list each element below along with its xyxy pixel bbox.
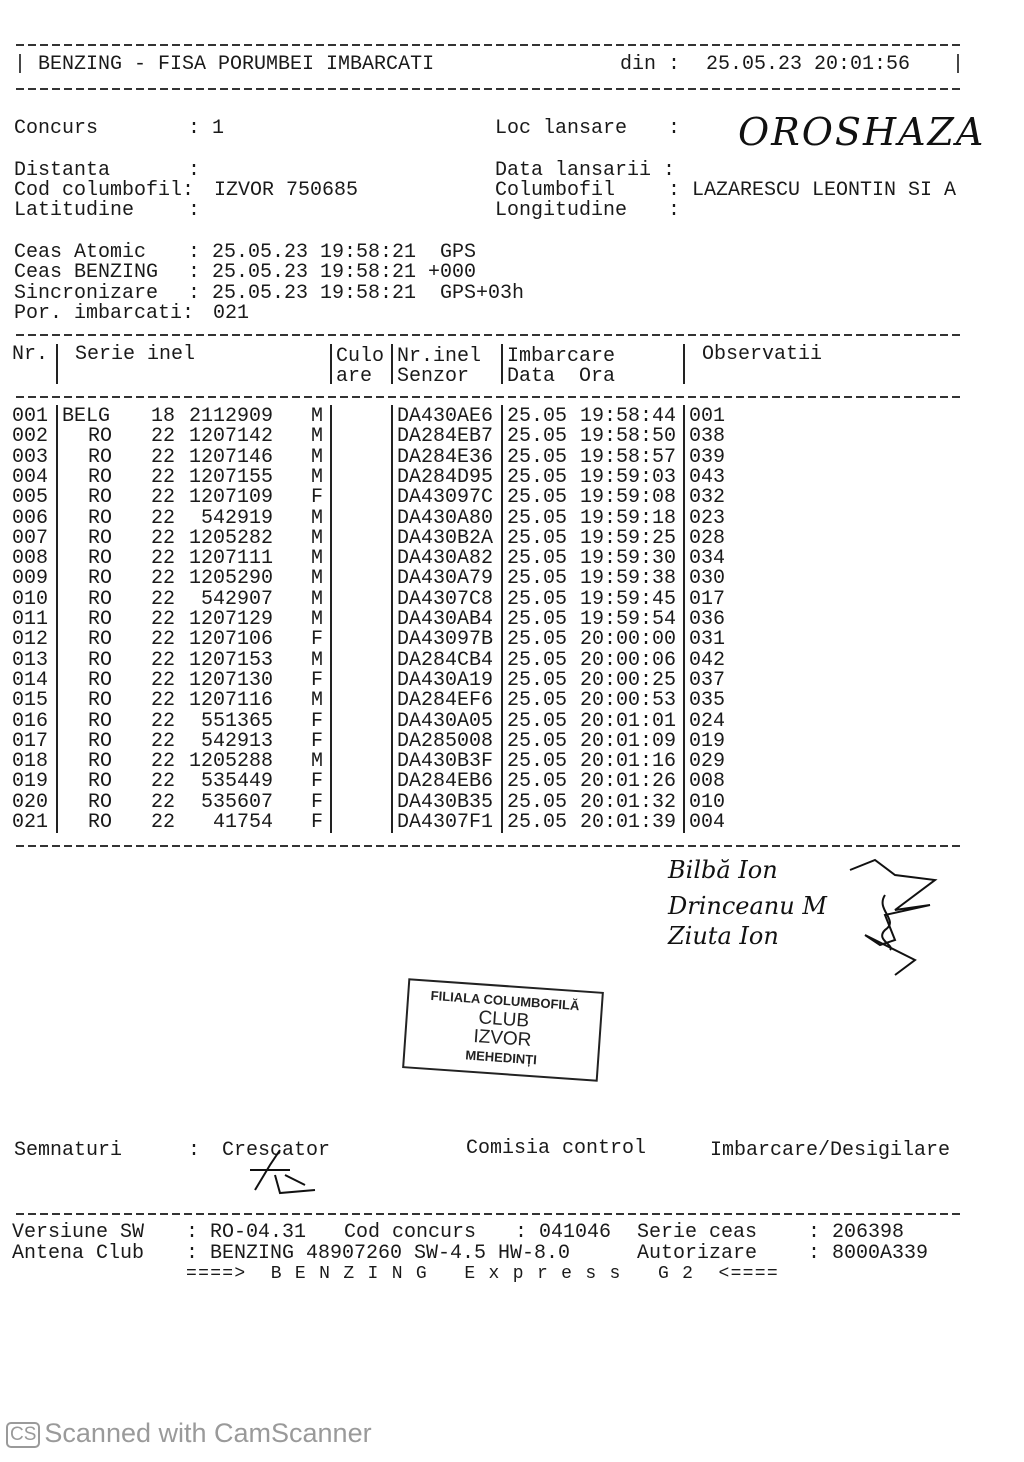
crescator-signature-scribble <box>245 1145 320 1200</box>
col-header-nr: Nr. <box>12 343 49 366</box>
row-sex: F <box>311 790 324 814</box>
row-ring-number: 1207109 <box>188 486 273 510</box>
divider <box>16 334 962 336</box>
loc-lansare-handwritten: OROSHAZA <box>738 110 986 154</box>
col-header-senzor: Senzor <box>397 365 470 388</box>
header-bar: | <box>952 53 965 76</box>
row-observatii: 032 <box>689 486 726 510</box>
row-country: RO <box>88 770 113 794</box>
row-number: 014 <box>12 668 49 692</box>
row-country: BELG <box>62 405 111 428</box>
row-ring-number: 2112909 <box>188 405 273 428</box>
row-sensor: DA284EB7 <box>397 425 494 449</box>
row-time: 19:59:30 <box>580 547 677 571</box>
row-ring-number: 1207129 <box>188 608 273 631</box>
signatures-label: Semnaturi <box>14 1139 123 1162</box>
column-separator <box>56 405 58 833</box>
row-sex: M <box>311 608 324 631</box>
row-number: 012 <box>12 628 49 652</box>
header-separator <box>501 344 503 384</box>
row-time: 20:00:25 <box>580 668 677 692</box>
latitudine-value: : <box>188 199 201 222</box>
row-country: RO <box>88 425 113 449</box>
row-date: 25.05 <box>507 608 568 631</box>
antena-label: Antena Club <box>12 1242 145 1265</box>
row-country: RO <box>88 668 113 692</box>
row-number: 003 <box>12 445 49 469</box>
row-country: RO <box>88 689 113 713</box>
row-ring-number: 1207155 <box>188 465 273 489</box>
row-year: 22 <box>151 608 176 631</box>
watermark-text: Scanned with CamScanner <box>44 1418 372 1448</box>
row-date: 25.05 <box>507 709 568 733</box>
header-separator <box>391 344 393 384</box>
row-ring-number: 1205282 <box>188 526 273 550</box>
row-observatii: 017 <box>689 587 726 611</box>
row-time: 20:01:16 <box>580 750 677 774</box>
column-separator <box>501 405 503 833</box>
signatures-colon: : <box>188 1139 201 1162</box>
row-ring-number: 535449 <box>200 770 273 794</box>
row-time: 19:59:08 <box>580 486 677 510</box>
row-sensor: DA284EB6 <box>397 770 494 794</box>
clock-value: : 25.05.23 19:58:21 GPS+03h <box>188 282 525 305</box>
row-number: 017 <box>12 729 49 753</box>
row-country: RO <box>88 587 113 611</box>
columbofil-value: : LAZARESCU LEONTIN SI A <box>668 179 957 202</box>
row-number: 016 <box>12 709 49 733</box>
concurs-value: : 1 <box>188 117 225 140</box>
row-date: 25.05 <box>507 770 568 794</box>
club-stamp <box>402 978 604 1081</box>
serie-ceas-value: : 206398 <box>808 1221 905 1244</box>
row-ring-number: 1205288 <box>188 750 273 774</box>
row-year: 18 <box>151 405 176 428</box>
row-date: 25.05 <box>507 668 568 692</box>
row-country: RO <box>88 567 113 591</box>
row-country: RO <box>88 445 113 469</box>
row-year: 22 <box>151 465 176 489</box>
row-country: RO <box>88 750 113 774</box>
row-number: 018 <box>12 750 49 774</box>
row-time: 19:59:25 <box>580 526 677 550</box>
clock-value: : 25.05.23 19:58:21 GPS <box>188 241 477 264</box>
row-date: 25.05 <box>507 465 568 489</box>
row-year: 22 <box>151 790 176 814</box>
row-year: 22 <box>151 689 176 713</box>
header-separator <box>56 344 58 384</box>
row-ring-number: 542913 <box>200 729 273 753</box>
column-separator <box>391 405 393 833</box>
row-sex: M <box>311 425 324 449</box>
signature-imbarcare: Imbarcare/Desigilare <box>710 1139 951 1162</box>
row-date: 25.05 <box>507 628 568 652</box>
column-separator <box>683 405 685 833</box>
row-number: 009 <box>12 567 49 591</box>
print-datetime: 25.05.23 20:01:56 <box>706 53 911 76</box>
row-sensor: DA285008 <box>397 729 494 753</box>
row-year: 22 <box>151 648 176 672</box>
columbofil-label: Columbofil <box>495 179 616 202</box>
handwritten-signature-1: Bilbă Ion <box>668 856 778 884</box>
row-year: 22 <box>151 567 176 591</box>
header-separator <box>330 344 332 384</box>
row-time: 20:00:53 <box>580 689 677 713</box>
row-ring-number: 542919 <box>200 506 273 530</box>
signature-comisia: Comisia control <box>466 1137 647 1160</box>
row-date: 25.05 <box>507 750 568 774</box>
row-sex: F <box>311 729 324 753</box>
row-date: 25.05 <box>507 648 568 672</box>
row-sensor: DA43097C <box>397 486 494 510</box>
row-time: 19:59:38 <box>580 567 677 591</box>
row-sensor: DA4307C8 <box>397 587 494 611</box>
divider <box>16 1213 962 1215</box>
row-observatii: 034 <box>689 547 726 571</box>
row-year: 22 <box>151 811 176 834</box>
row-sensor: DA430A79 <box>397 567 494 591</box>
cod-columbofil-value: IZVOR 750685 <box>214 179 359 202</box>
row-date: 25.05 <box>507 547 568 571</box>
row-year: 22 <box>151 709 176 733</box>
row-observatii: 038 <box>689 425 726 449</box>
row-number: 002 <box>12 425 49 449</box>
row-ring-number: 1205290 <box>188 567 273 591</box>
row-number: 015 <box>12 689 49 713</box>
row-ring-number: 1207142 <box>188 425 273 449</box>
versiune-label: Versiune SW <box>12 1221 145 1244</box>
row-sensor: DA430A82 <box>397 547 494 571</box>
row-date: 25.05 <box>507 790 568 814</box>
row-sex: M <box>311 405 324 428</box>
longitudine-value: : <box>668 199 681 222</box>
serie-ceas-label: Serie ceas <box>637 1221 758 1244</box>
row-year: 22 <box>151 526 176 550</box>
row-year: 22 <box>151 506 176 530</box>
loc-lansare-label: Loc lansare <box>495 117 628 140</box>
row-ring-number: 1207130 <box>188 668 273 692</box>
row-observatii: 043 <box>689 465 726 489</box>
row-number: 005 <box>12 486 49 510</box>
row-observatii: 001 <box>689 405 726 428</box>
row-observatii: 029 <box>689 750 726 774</box>
row-year: 22 <box>151 729 176 753</box>
divider <box>16 88 962 90</box>
row-date: 25.05 <box>507 445 568 469</box>
row-number: 019 <box>12 770 49 794</box>
latitudine-label: Latitudine <box>14 199 135 222</box>
row-sex: M <box>311 465 324 489</box>
divider <box>16 44 962 46</box>
row-observatii: 036 <box>689 608 726 631</box>
row-ring-number: 1207146 <box>188 445 273 469</box>
stamp-line: MEHEDINȚI <box>464 1047 538 1068</box>
col-header-imbarcare: Imbarcare <box>507 345 616 368</box>
row-number: 011 <box>12 608 49 631</box>
row-time: 20:01:26 <box>580 770 677 794</box>
row-sex: F <box>311 709 324 733</box>
row-sensor: DA430B35 <box>397 790 494 814</box>
stamp-line: IZVOR <box>472 1025 533 1051</box>
row-year: 22 <box>151 750 176 774</box>
row-date: 25.05 <box>507 811 568 834</box>
row-ring-number: 535607 <box>200 790 273 814</box>
row-country: RO <box>88 547 113 571</box>
row-observatii: 030 <box>689 567 726 591</box>
row-sex: M <box>311 689 324 713</box>
clock-label: Ceas BENZING <box>14 261 159 284</box>
row-country: RO <box>88 709 113 733</box>
row-year: 22 <box>151 668 176 692</box>
row-date: 25.05 <box>507 587 568 611</box>
document-title: | BENZING - FISA PORUMBEI IMBARCATI <box>14 53 435 76</box>
row-observatii: 008 <box>689 770 726 794</box>
row-sensor: DA430A80 <box>397 506 494 530</box>
row-year: 22 <box>151 425 176 449</box>
row-sensor: DA430B3F <box>397 750 494 774</box>
antena-value: : BENZING 48907260 SW-4.5 HW-8.0 <box>186 1242 571 1265</box>
row-sensor: DA4307F1 <box>397 811 494 834</box>
row-time: 20:01:32 <box>580 790 677 814</box>
row-time: 20:01:01 <box>580 709 677 733</box>
row-number: 021 <box>12 811 49 834</box>
concurs-label: Concurs <box>14 117 99 140</box>
row-ring-number: 1207116 <box>188 689 273 713</box>
row-observatii: 004 <box>689 811 726 834</box>
stamp-line: FILIALA COLUMBOFILĂ <box>430 987 580 1014</box>
row-date: 25.05 <box>507 405 568 428</box>
divider <box>16 845 962 847</box>
row-date: 25.05 <box>507 689 568 713</box>
longitudine-label: Longitudine <box>495 199 628 222</box>
row-observatii: 010 <box>689 790 726 814</box>
row-sex: M <box>311 547 324 571</box>
row-year: 22 <box>151 587 176 611</box>
row-number: 010 <box>12 587 49 611</box>
row-country: RO <box>88 729 113 753</box>
row-year: 22 <box>151 486 176 510</box>
row-ring-number: 41754 <box>212 811 273 834</box>
row-date: 25.05 <box>507 729 568 753</box>
row-date: 25.05 <box>507 425 568 449</box>
row-time: 19:59:18 <box>580 506 677 530</box>
row-ring-number: 551365 <box>200 709 273 733</box>
row-ring-number: 1207153 <box>188 648 273 672</box>
cod-concurs-value: : 041046 <box>515 1221 612 1244</box>
handwritten-signature-2: Drinceanu M <box>668 892 827 920</box>
benzing-banner: ====> B E N Z I N G E x p r e s s G 2 <==== <box>186 1264 779 1284</box>
row-number: 001 <box>12 405 49 428</box>
row-sex: F <box>311 628 324 652</box>
row-country: RO <box>88 790 113 814</box>
column-separator <box>330 405 332 833</box>
row-observatii: 024 <box>689 709 726 733</box>
camscanner-watermark <box>6 1418 372 1449</box>
clock-value: : 25.05.23 19:58:21 +000 <box>188 261 477 284</box>
row-country: RO <box>88 608 113 631</box>
row-sensor: DA284D95 <box>397 465 494 489</box>
row-date: 25.05 <box>507 567 568 591</box>
row-observatii: 031 <box>689 628 726 652</box>
row-sex: M <box>311 445 324 469</box>
row-time: 19:58:44 <box>580 405 677 428</box>
row-sensor: DA284E36 <box>397 445 494 469</box>
row-observatii: 039 <box>689 445 726 469</box>
camscanner-logo-icon: CS <box>6 1422 40 1448</box>
row-time: 20:01:39 <box>580 811 677 834</box>
row-time: 20:00:00 <box>580 628 677 652</box>
autorizare-value: : 8000A339 <box>808 1242 929 1265</box>
row-ring-number: 1207111 <box>188 547 273 571</box>
row-year: 22 <box>151 628 176 652</box>
row-country: RO <box>88 486 113 510</box>
row-number: 006 <box>12 506 49 530</box>
row-country: RO <box>88 648 113 672</box>
row-time: 19:58:57 <box>580 445 677 469</box>
row-observatii: 037 <box>689 668 726 692</box>
row-observatii: 035 <box>689 689 726 713</box>
cod-columbofil-label: Cod columbofil: <box>14 179 195 202</box>
versiune-value: : RO-04.31 <box>186 1221 307 1244</box>
autorizare-label: Autorizare <box>637 1242 758 1265</box>
col-header-culoare: Culo <box>336 345 385 368</box>
handwritten-signature-3: Ziuta Ion <box>668 922 779 950</box>
header-separator <box>683 344 685 384</box>
col-header-data-ora: Data Ora <box>507 365 616 388</box>
row-country: RO <box>88 465 113 489</box>
row-number: 007 <box>12 526 49 550</box>
row-sex: M <box>311 587 324 611</box>
row-time: 19:58:50 <box>580 425 677 449</box>
row-year: 22 <box>151 445 176 469</box>
row-time: 19:59:54 <box>580 608 677 631</box>
row-observatii: 019 <box>689 729 726 753</box>
row-time: 19:59:45 <box>580 587 677 611</box>
row-number: 008 <box>12 547 49 571</box>
row-sensor: DA430AE6 <box>397 405 494 428</box>
row-country: RO <box>88 628 113 652</box>
row-country: RO <box>88 506 113 530</box>
col-header-nrinel: Nr.inel <box>397 345 482 368</box>
row-sex: F <box>311 486 324 510</box>
row-date: 25.05 <box>507 486 568 510</box>
row-sex: M <box>311 648 324 672</box>
col-header-culoare-2: are <box>336 365 373 388</box>
clock-label: Ceas Atomic <box>14 241 147 264</box>
row-sensor: DA284EF6 <box>397 689 494 713</box>
col-header-observatii: Observatii <box>702 343 823 366</box>
row-observatii: 023 <box>689 506 726 530</box>
row-sex: F <box>311 668 324 692</box>
row-sensor: DA284CB4 <box>397 648 494 672</box>
row-time: 19:59:03 <box>580 465 677 489</box>
signature-scribble <box>835 850 955 985</box>
row-sensor: DA430A05 <box>397 709 494 733</box>
row-ring-number: 542907 <box>200 587 273 611</box>
distanta-label: Distanta <box>14 159 111 182</box>
row-sex: M <box>311 567 324 591</box>
signature-crescator: Crescator <box>222 1139 331 1162</box>
boarded-count-label: Por. imbarcati: <box>14 302 195 325</box>
row-sex: M <box>311 750 324 774</box>
row-time: 20:01:09 <box>580 729 677 753</box>
row-date: 25.05 <box>507 506 568 530</box>
row-year: 22 <box>151 547 176 571</box>
cod-concurs-label: Cod concurs <box>344 1221 477 1244</box>
row-observatii: 042 <box>689 648 726 672</box>
row-sensor: DA430B2A <box>397 526 494 550</box>
divider <box>16 396 962 398</box>
row-number: 013 <box>12 648 49 672</box>
row-time: 20:00:06 <box>580 648 677 672</box>
row-year: 22 <box>151 770 176 794</box>
row-sex: F <box>311 811 324 834</box>
distanta-value: : <box>188 159 201 182</box>
row-date: 25.05 <box>507 526 568 550</box>
row-sex: F <box>311 770 324 794</box>
data-lansarii-label: Data lansarii : <box>495 159 676 182</box>
row-observatii: 028 <box>689 526 726 550</box>
boarded-count-value: 021 <box>201 302 250 325</box>
loc-colon: : <box>668 117 681 140</box>
row-sensor: DA430A19 <box>397 668 494 692</box>
row-number: 004 <box>12 465 49 489</box>
row-country: RO <box>88 811 113 834</box>
row-country: RO <box>88 526 113 550</box>
row-sex: M <box>311 506 324 530</box>
row-number: 020 <box>12 790 49 814</box>
col-header-serie: Serie inel <box>75 343 196 366</box>
stamp-line: CLUB <box>477 1007 530 1032</box>
row-ring-number: 1207106 <box>188 628 273 652</box>
din-label: din : <box>620 53 681 76</box>
clock-label: Sincronizare <box>14 282 159 305</box>
row-sensor: DA430AB4 <box>397 608 494 631</box>
row-sex: M <box>311 526 324 550</box>
row-sensor: DA43097B <box>397 628 494 652</box>
